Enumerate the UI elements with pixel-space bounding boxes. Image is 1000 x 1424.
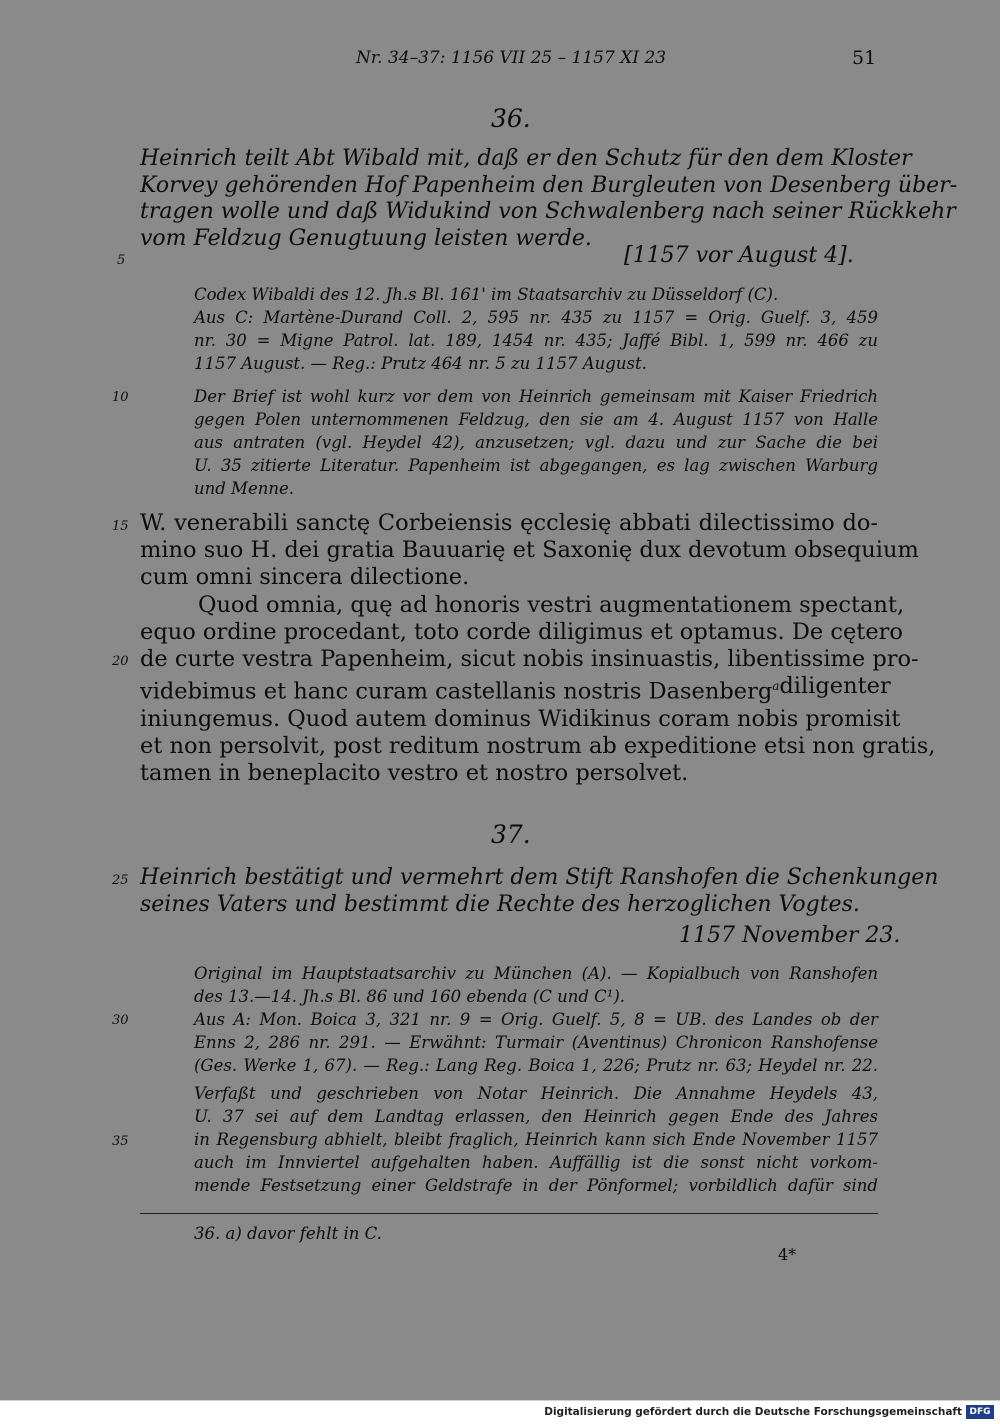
- text-line: equo ordine procedant, toto corde diligimus et optamus. De cętero: [140, 618, 903, 645]
- edition-text-36: [140, 510, 936, 788]
- footnote-marker: a: [772, 679, 780, 694]
- sources-36: [194, 283, 878, 375]
- commentary-line: in Regensburg abhielt, bleibt fraglich, Heinrich kann sich Ende November 1157: [194, 1130, 878, 1149]
- line-number: 25: [112, 873, 129, 888]
- regest-line: vom Feldzug Genugtuung leisten werde.: [140, 225, 592, 251]
- source-line: Enns 2, 286 nr. 291. — Erwähnt: Turmair (Aventinus) Chronicon Ranshofense: [194, 1033, 878, 1052]
- signature-mark: 4*: [778, 1245, 797, 1264]
- regest-line: seines Vaters und bestimmt die Rechte des herzoglichen Vogtes.: [140, 891, 860, 917]
- text-line: [140, 673, 891, 706]
- document-number-37: 37.: [491, 820, 531, 849]
- regest-line: Heinrich bestätigt und vermehrt dem Stift Ranshofen die Schenkungen: [140, 865, 939, 890]
- commentary-line: mende Festsetzung einer Geldstrafe in der Pönformel; vorbildlich dafür sind: [194, 1176, 878, 1195]
- text-line: tamen in beneplacito vestro et nostro persolvet.: [140, 760, 689, 787]
- sources-37: [194, 962, 878, 1077]
- source-line: Aus A: Mon. Boica 3, 321 nr. 9 = Orig. Guelf. 5, 8 = UB. des Landes ob der: [194, 1010, 878, 1029]
- commentary-line: gegen Polen unternommenen Feldzug, den sie am 4. August 1157 von Halle: [194, 410, 878, 429]
- source-line: Codex Wibaldi des 12. Jh.s Bl. 161' im Staatsarchiv zu Düsseldorf (C).: [194, 285, 779, 304]
- digitization-footer: [0, 1400, 1000, 1424]
- commentary-37: [194, 1082, 878, 1197]
- date-36: [1157 vor August 4].: [624, 243, 854, 268]
- text-line: de curte vestra Papenheim, sicut nobis insinuastis, libentissime pro-: [140, 646, 919, 673]
- commentary-36: [194, 385, 878, 500]
- source-line: Original im Hauptstaatsarchiv zu München (A). — Kopialbuch von Ranshofen: [194, 964, 878, 983]
- source-line: 1157 August. — Reg.: Prutz 464 nr. 5 zu 1157 August.: [194, 354, 647, 373]
- footnote-divider: [140, 1213, 878, 1214]
- text-line: Quod omnia, quę ad honoris vestri augmentationem spectant,: [198, 591, 905, 618]
- commentary-line: auch im Innviertel aufgehalten haben. Auffällig ist die sonst nicht vorkom-: [194, 1153, 878, 1172]
- line-number: 10: [112, 390, 129, 405]
- running-title: Nr. 34–37: 1156 VII 25 – 1157 XI 23: [356, 48, 667, 68]
- source-line: (Ges. Werke 1, 67). — Reg.: Lang Reg. Boica 1, 226; Prutz nr. 63; Heydel nr. 22.: [194, 1056, 878, 1075]
- regest-line: Heinrich teilt Abt Wibald mit, daß er den Schutz für den dem Kloster: [140, 146, 912, 171]
- footnote: 36. a) davor fehlt in C.: [194, 1224, 382, 1243]
- dfg-logo: DFG: [966, 1405, 994, 1419]
- commentary-line: U. 35 zitierte Literatur. Papenheim ist abgegangen, es lag zwischen Warburg: [194, 456, 878, 475]
- commentary-line: aus antraten (vgl. Heydel 42), anzusetzen; vgl. dazu und zur Sache die bei: [194, 433, 878, 452]
- commentary-line: Verfaßt und geschrieben von Notar Heinrich. Die Annahme Heydels 43,: [194, 1084, 878, 1103]
- regest-36: [140, 146, 958, 252]
- regest-line: Korvey gehörenden Hof Papenheim den Burgleuten von Desenberg über-: [140, 172, 958, 198]
- regest-37: [140, 865, 939, 918]
- date-37: 1157 November 23.: [679, 923, 901, 948]
- line-number: 5: [117, 253, 126, 268]
- commentary-line: Der Brief ist wohl kurz vor dem von Heinrich gemeinsam mit Kaiser Friedrich: [194, 387, 878, 406]
- text-line: iniungemus. Quod autem dominus Widikinus coram nobis promisit: [140, 705, 901, 732]
- commentary-line: und Menne.: [194, 479, 294, 498]
- source-line: des 13.—14. Jh.s Bl. 86 und 160 ebenda (C und C¹).: [194, 987, 626, 1006]
- regest-line: tragen wolle und daß Widukind von Schwalenberg nach seiner Rückkehr: [140, 199, 956, 224]
- document-number-36: 36.: [491, 104, 531, 133]
- line-number: 15: [112, 519, 129, 534]
- text-line: cum omni sincera dilectione.: [140, 564, 470, 591]
- source-line: Aus C: Martène-Durand Coll. 2, 595 nr. 435 zu 1157 = Orig. Guelf. 3, 459: [194, 308, 878, 327]
- line-number: 35: [112, 1134, 129, 1149]
- text-line-tail: diligenter: [779, 673, 891, 700]
- commentary-line: U. 37 sei auf dem Landtag erlassen, den Heinrich gegen Ende des Jahres: [194, 1107, 878, 1126]
- text-line-head: videbimus et hanc curam castellanis nostris Dasenberg$^a$: [140, 678, 780, 705]
- page-number: 51: [852, 47, 877, 69]
- footer-credit: Digitalisierung gefördert durch die Deutsche Forschungsgemeinschaft: [544, 1406, 962, 1418]
- line-number: 20: [112, 654, 129, 669]
- line-number: 30: [112, 1013, 129, 1028]
- text-line: et non persolvit, post reditum nostrum ab expeditione etsi non gratis,: [140, 733, 936, 760]
- text-line: W. venerabili sanctę Corbeiensis ęcclesię abbati dilectissimo do-: [140, 510, 878, 536]
- text-line: mino suo H. dei gratia Bauuarię et Saxonię dux devotum obsequium: [140, 537, 919, 564]
- source-line: nr. 30 = Migne Patrol. lat. 189, 1454 nr. 435; Jaffé Bibl. 1, 599 nr. 466 zu: [194, 331, 878, 350]
